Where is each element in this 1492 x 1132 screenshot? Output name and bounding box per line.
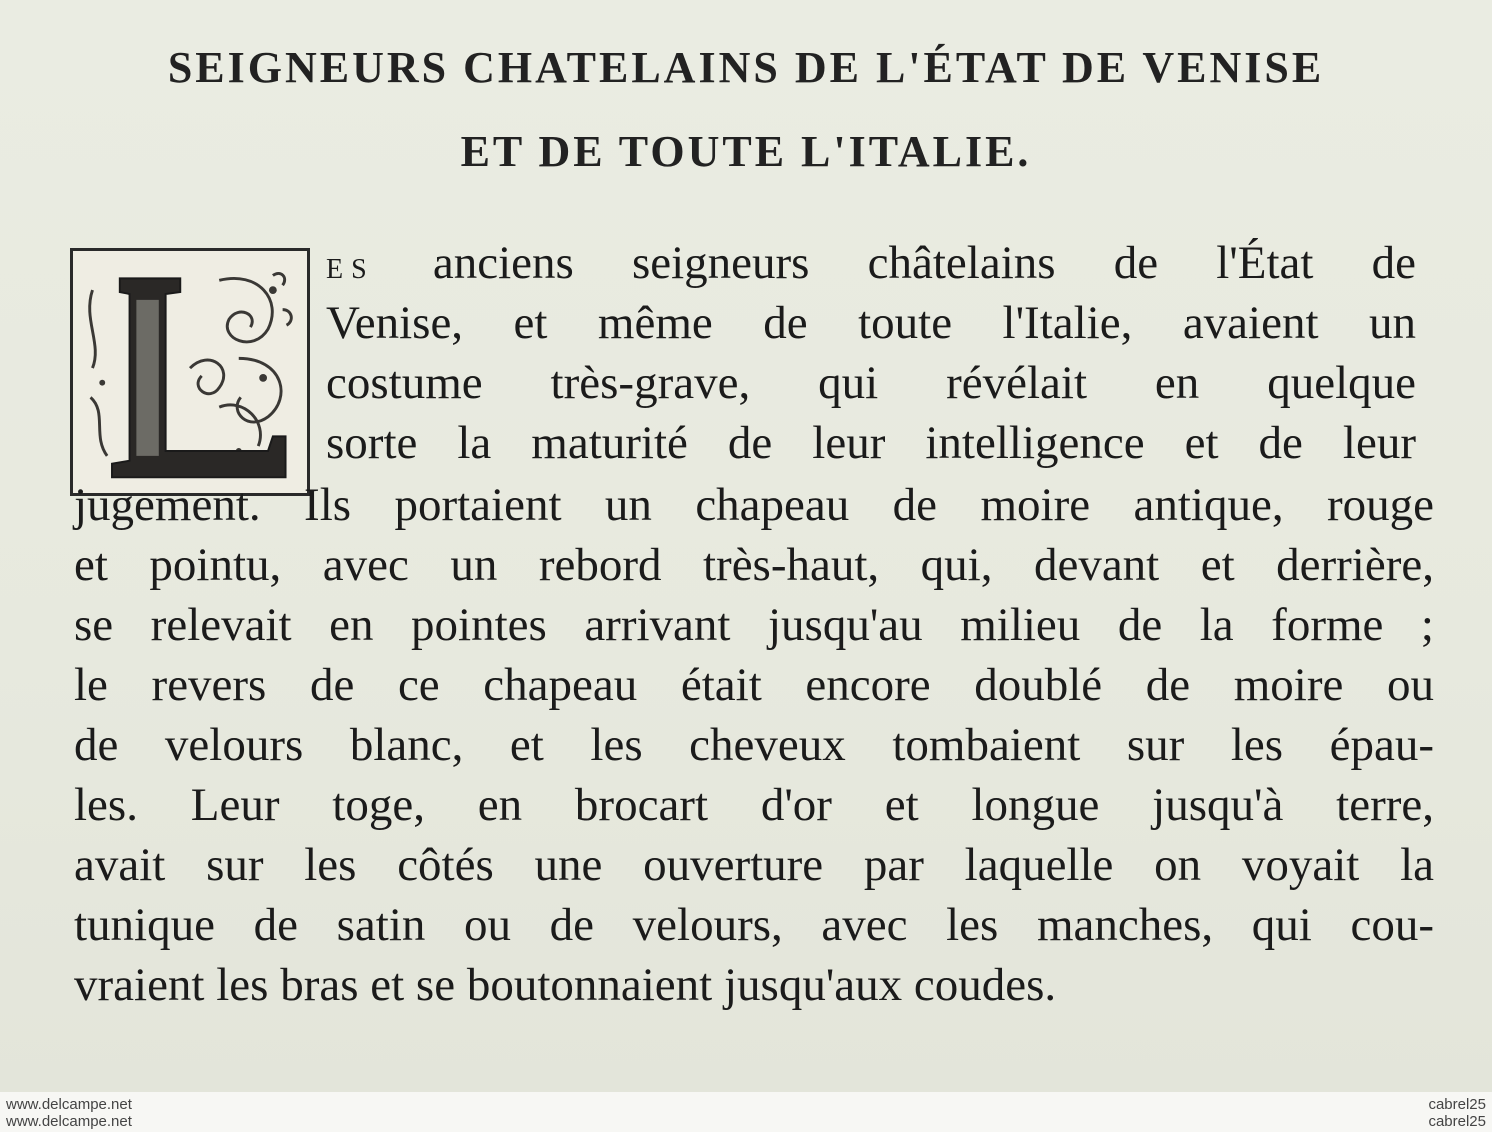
body-line-13: vraient les bras et se boutonnaient jusqu'aux coudes. <box>74 959 1057 1011</box>
body-line-8: le revers de ce chapeau était encore doublé de moire ou <box>74 659 1434 711</box>
first-word-rest: ES <box>326 254 375 285</box>
page-title-line-2: ET DE TOUTE L'ITALIE. <box>460 127 1032 176</box>
body-line-2: Venise, et même de toute l'Italie, avaient un <box>326 297 1416 349</box>
ornamental-dropcap-l <box>70 248 310 496</box>
watermark-site-1: www.delcampe.net <box>6 1096 132 1113</box>
watermark-site-2: www.delcampe.net <box>6 1113 132 1130</box>
page-title-line-1: SEIGNEURS CHATELAINS DE L'ÉTAT DE VENISE <box>167 43 1325 92</box>
body-line-5: jugement. Ils portaient un chapeau de moire antique, rouge <box>74 479 1434 531</box>
body-line-12: tunique de satin ou de velours, avec les manches, qui cou- <box>74 899 1434 951</box>
body-line-1: ES anciens seigneurs châtelains de l'État de <box>326 237 1416 289</box>
body-line-10: les. Leur toge, en brocart d'or et longue jusqu'à terre, <box>74 779 1434 831</box>
body-line-9: de velours blanc, et les cheveux tombaient sur les épau- <box>74 719 1434 771</box>
body-line-6: et pointu, avec un rebord très-haut, qui, devant et derrière, <box>74 539 1434 591</box>
body-line-4: sorte la maturité de leur intelligence et de leur <box>326 417 1416 469</box>
body-line-3: costume très-grave, qui révélait en quelque <box>326 357 1416 409</box>
watermark-bar <box>0 1092 1492 1132</box>
body-line-11: avait sur les côtés une ouverture par laquelle on voyait la <box>74 839 1434 891</box>
watermark-seller-1: cabrel25 <box>1428 1096 1486 1113</box>
body-line-7: se relevait en pointes arrivant jusqu'au milieu de la forme ; <box>74 599 1434 651</box>
watermark-seller-2: cabrel25 <box>1428 1113 1486 1130</box>
